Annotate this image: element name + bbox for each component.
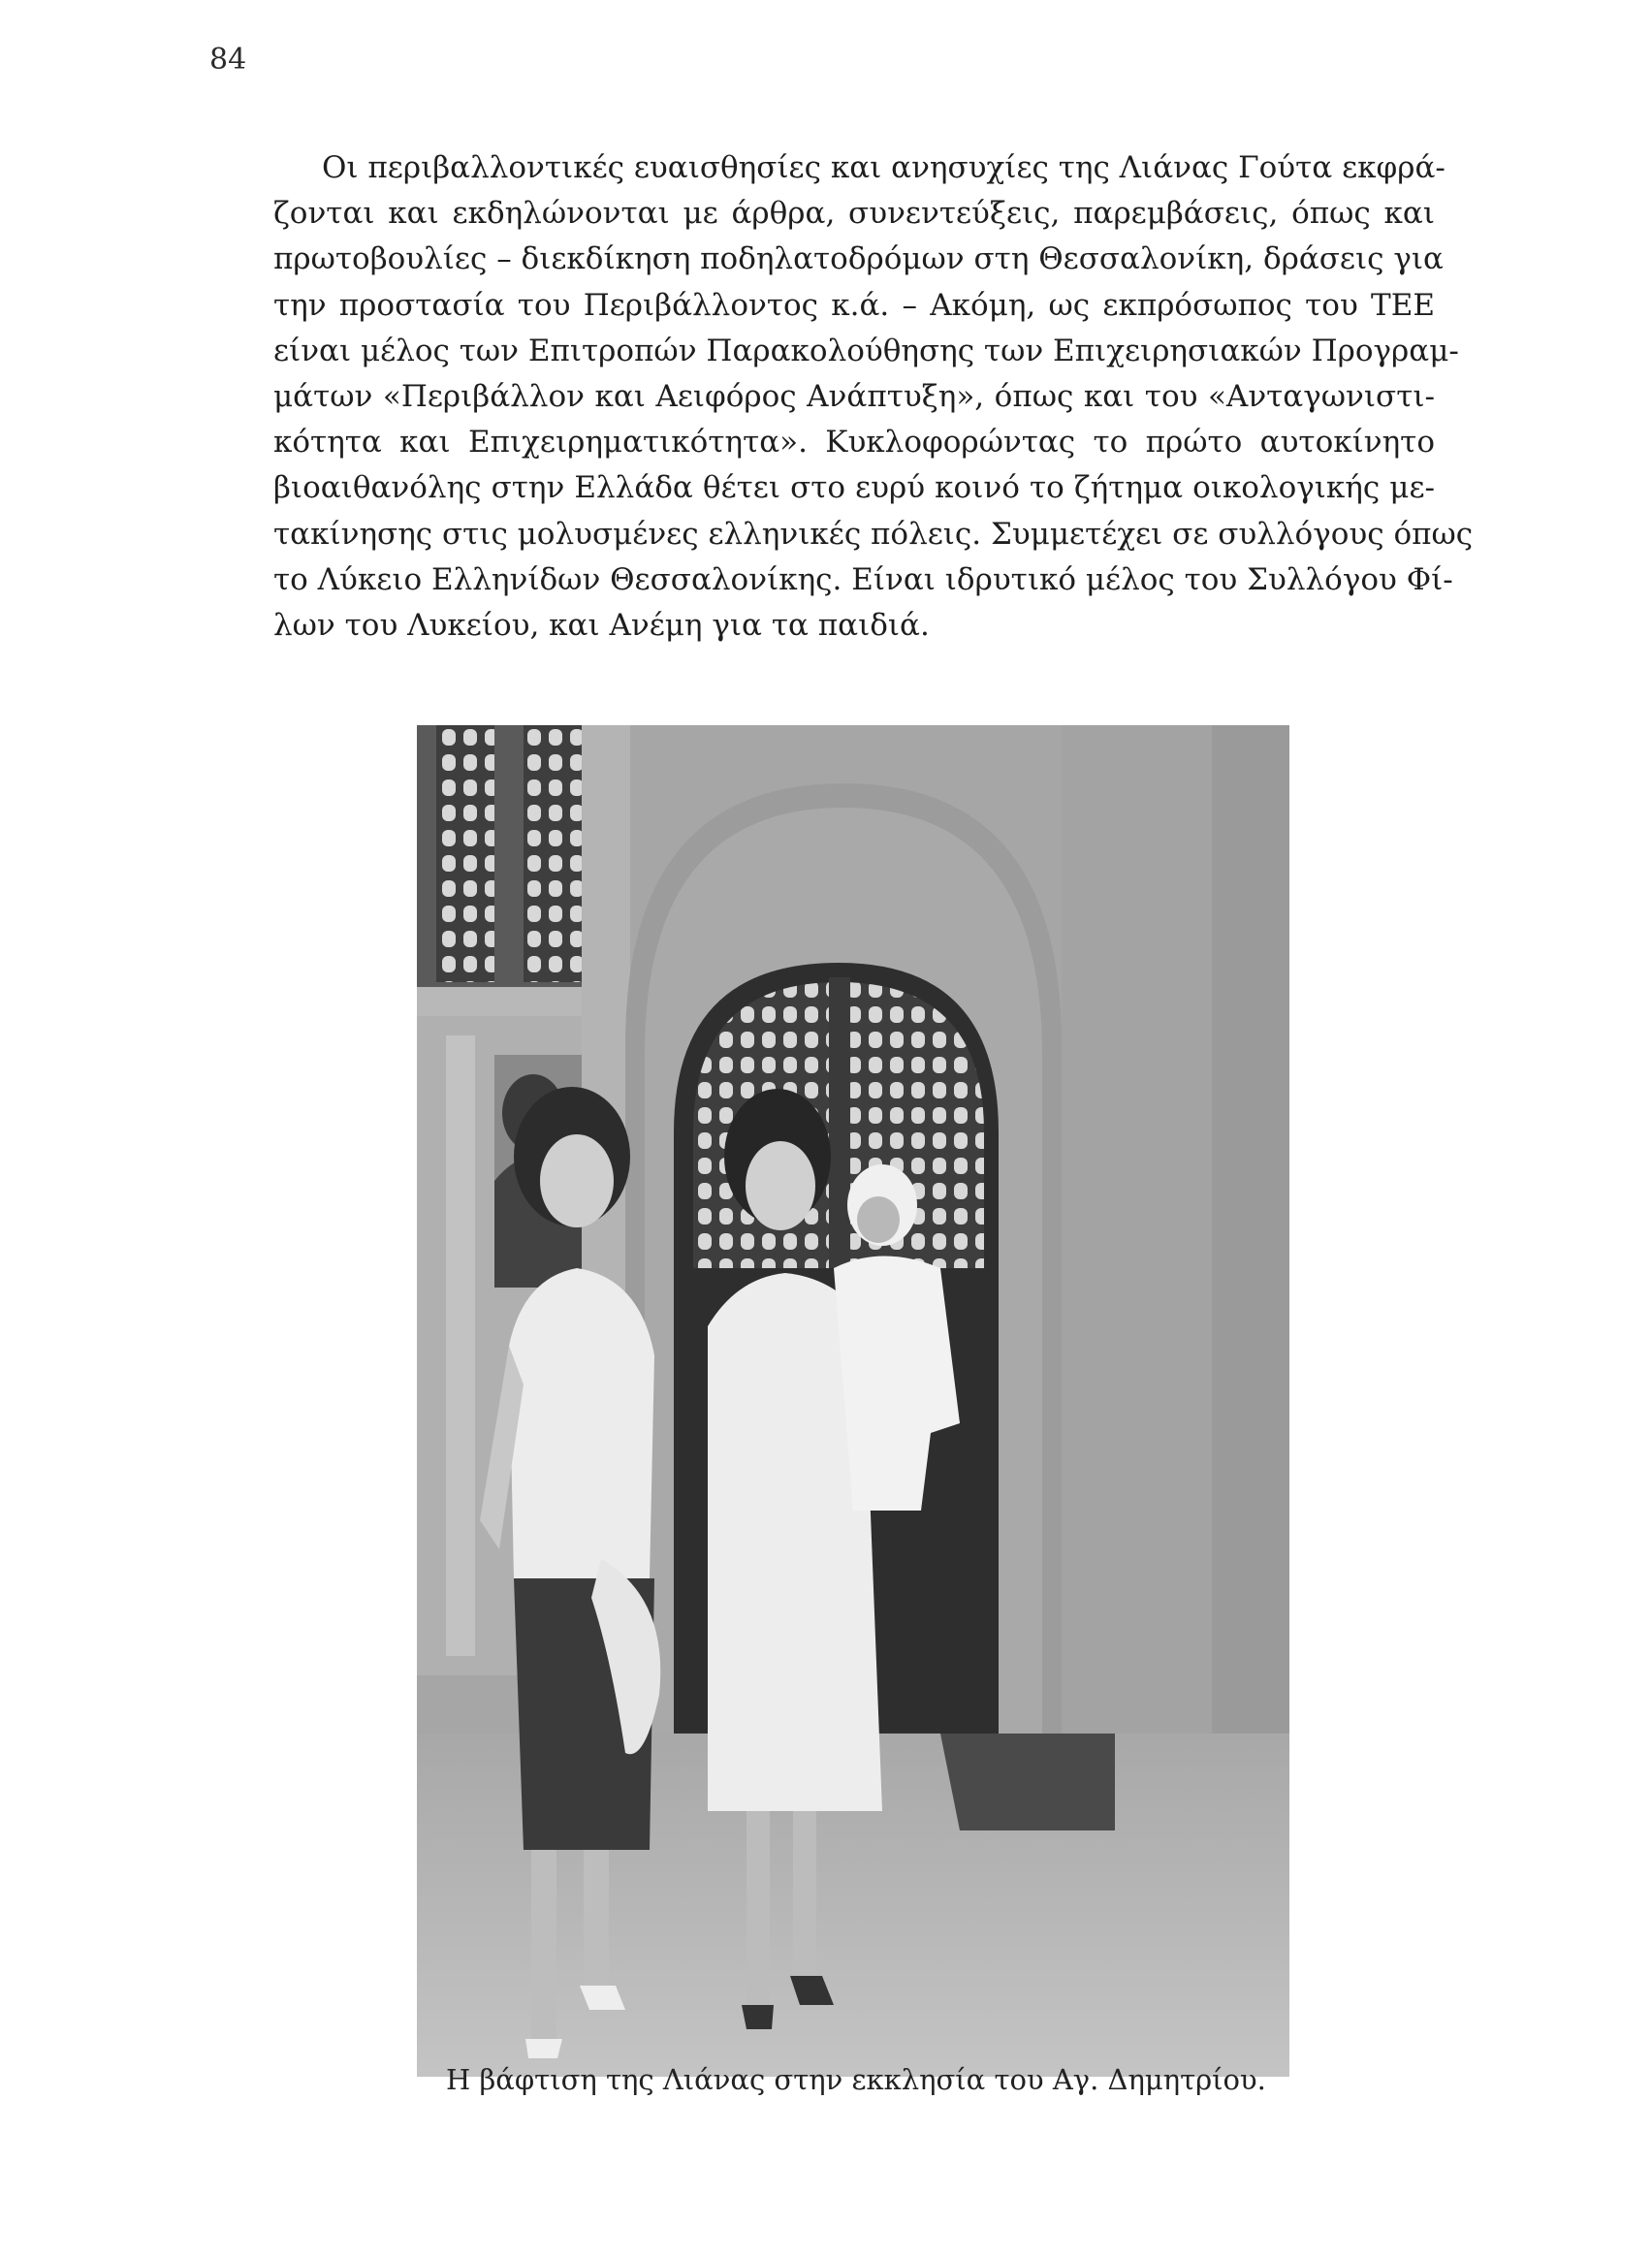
photo-caption: Η βάφτιση της Λιάνας στην εκκλησία του Αγ. Δημητρίου. [446,2063,1266,2096]
text-line: Οι περιβαλλοντικές ευαισθησίες και ανησυχίες της Λιάνας Γούτα εκφρά- [322,150,1446,185]
text-line: το Λύκειο Ελληνίδων Θεσσαλονίκης. Είναι ιδρυτικό μέλος του Συλλόγου Φί- [273,561,1453,597]
text-line: πρωτοβουλίες – διεκδίκηση ποδηλατοδρόμων στη Θεσσαλονίκη, δράσεις για [273,241,1444,277]
baptism-photograph [417,725,1289,2077]
text-line: κότητα και Επιχειρηματικότητα». Κυκλοφορώντας το πρώτο αυτοκίνητο [273,425,1435,461]
text-line: την προστασία του Περιβάλλοντος κ.ά. – Ακόμη, ως εκπρόσωπος του ΤΕΕ [273,287,1435,323]
body-paragraph [273,145,1474,649]
text-line: βιοαιθανόλης στην Ελλάδα θέτει στο ευρύ κοινό το ζήτημα οικολογικής με- [273,470,1435,506]
text-line: μάτων «Περιβάλλον και Αειφόρος Ανάπτυξη», όπως και του «Ανταγωνιστι- [273,378,1435,414]
text-line: λων του Λυκείου, και Ανέμη για τα παιδιά. [273,607,930,643]
photo-illustration [417,725,1289,2077]
text-line: τακίνησης στις μολυσμένες ελληνικές πόλεις. Συμμετέχει σε συλλόγους όπως [273,516,1474,552]
window-grille [436,725,494,982]
window-grille [524,725,587,982]
page-number: 84 [209,43,247,77]
text-line: ζονται και εκδηλώνονται με άρθρα, συνεντεύξεις, παρεμβάσεις, όπως και [273,196,1435,232]
text-line: είναι μέλος των Επιτροπών Παρακολούθησης των Επιχειρησιακών Προγραμ- [273,333,1459,368]
